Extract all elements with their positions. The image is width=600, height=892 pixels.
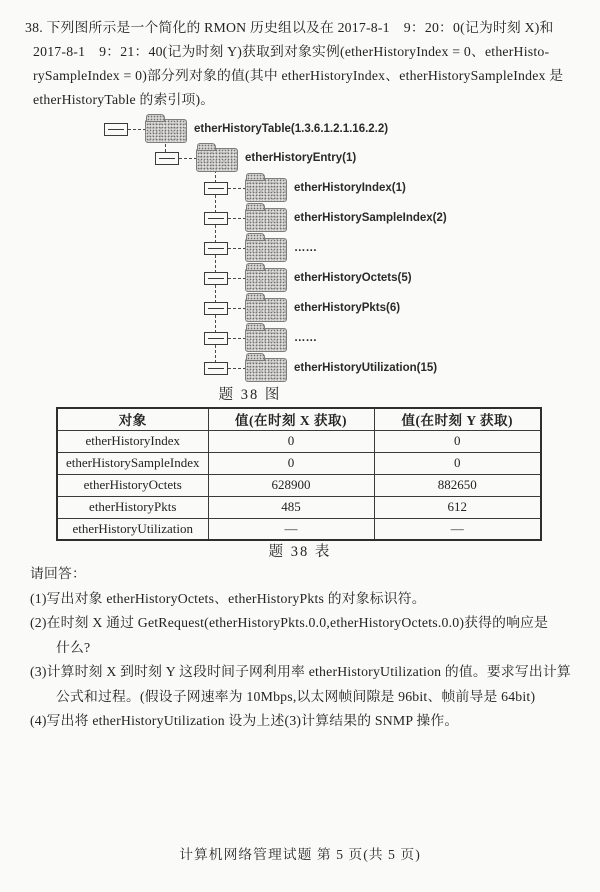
question-intro (25, 16, 585, 112)
col-header-object: 对象 (57, 408, 208, 430)
folder-icon (146, 120, 186, 142)
node-box-icon (155, 152, 179, 165)
question-3-cont: 公式和过程。(假设子网速率为 10Mbps,以太网帧间隙是 96bit、帧前导是 64bit) (56, 688, 536, 704)
dash-connector (228, 218, 246, 219)
node-label: etherHistoryTable(1.3.6.1.2.1.16.2.2) (194, 123, 389, 135)
tree-node-sampleindex (204, 204, 447, 232)
folder-icon (246, 299, 286, 321)
cell-value-x: 485 (208, 496, 374, 518)
node-label: …… (294, 242, 317, 254)
node-box-icon (204, 362, 228, 375)
cell-object: etherHistorySampleIndex (57, 452, 208, 474)
node-label: etherHistoryPkts(6) (294, 302, 401, 314)
dash-connector (228, 248, 246, 249)
table-caption: 题 38 表 (268, 544, 332, 560)
table-row (57, 474, 541, 496)
intro-line: 2017-8-1 9：21：40(记为时刻 Y)获取到对象实例(etherHistoryIndex = 0、etherHisto- (33, 44, 550, 59)
values-table (56, 407, 540, 541)
tree-node-entry (155, 144, 356, 172)
values-table-grid (56, 407, 542, 541)
question-3: (3)计算时刻 X 到时刻 Y 这段时间子网利用率 etherHistoryUtilization 的值。要求写出计算 (30, 664, 571, 679)
cell-value-y: 0 (374, 452, 541, 474)
tree-node-index (204, 174, 406, 202)
sub-questions (30, 562, 585, 734)
cell-value-x: 0 (208, 452, 374, 474)
node-box-icon (204, 182, 228, 195)
tree-node-table (104, 115, 388, 143)
node-box-icon (204, 332, 228, 345)
cell-object: etherHistoryIndex (57, 430, 208, 452)
cell-value-y: 0 (374, 430, 541, 452)
dash-connector (228, 368, 246, 369)
cell-value-x: — (208, 518, 374, 540)
node-label: etherHistoryOctets(5) (294, 272, 412, 284)
intro-line: etherHistoryTable 的索引项)。 (33, 92, 215, 107)
cell-value-y: 882650 (374, 474, 541, 496)
dash-connector (179, 158, 197, 159)
node-label: etherHistoryEntry(1) (245, 152, 357, 164)
col-header-value-y: 值(在时刻 Y 获取) (374, 408, 541, 430)
tree-node-ellipsis (204, 234, 317, 262)
tree-node-octets (204, 264, 412, 292)
folder-icon (246, 209, 286, 231)
dash-connector (228, 338, 246, 339)
question-4: (4)写出将 etherHistoryUtilization 设为上述(3)计算结果的 SNMP 操作。 (30, 713, 459, 728)
node-box-icon (204, 272, 228, 285)
cell-value-x: 0 (208, 430, 374, 452)
node-box-icon (104, 123, 128, 136)
table-row (57, 430, 541, 452)
cell-object: etherHistoryPkts (57, 496, 208, 518)
node-label: etherHistoryUtilization(15) (294, 362, 438, 374)
cell-value-y: 612 (374, 496, 541, 518)
folder-icon (197, 149, 237, 171)
folder-icon (246, 329, 286, 351)
col-header-value-x: 值(在时刻 X 获取) (208, 408, 374, 430)
dash-connector (228, 308, 246, 309)
node-label: …… (294, 332, 317, 344)
node-box-icon (204, 302, 228, 315)
folder-icon (246, 179, 286, 201)
cell-value-x: 628900 (208, 474, 374, 496)
question-2: (2)在时刻 X 通过 GetRequest(etherHistoryPkts.0.0,etherHistoryOctets.0.0)获得的响应是 (30, 615, 549, 630)
tree-node-ellipsis (204, 324, 317, 352)
node-label: etherHistorySampleIndex(2) (294, 212, 447, 224)
intro-line: 38. 下列图所示是一个简化的 RMON 历史组以及在 2017-8-1 9：20：0(记为时刻 X)和 (25, 20, 554, 35)
dash-connector (228, 188, 246, 189)
intro-line: rySampleIndex = 0)部分列对象的值(其中 etherHistoryIndex、etherHistorySampleIndex 是 (33, 68, 564, 83)
figure-caption: 题 38 图 (218, 387, 282, 403)
question-2-cont: 什么? (56, 639, 91, 655)
table-header-row (57, 408, 541, 430)
folder-icon (246, 239, 286, 261)
node-box-icon (204, 242, 228, 255)
table-row (57, 452, 541, 474)
node-box-icon (204, 212, 228, 225)
folder-icon (246, 359, 286, 381)
table-row (57, 496, 541, 518)
page-footer: 计算机网络管理试题 第 5 页(共 5 页) (179, 847, 421, 862)
tree-node-utilization (204, 354, 437, 382)
tree-node-pkts (204, 294, 400, 322)
question-1: (1)写出对象 etherHistoryOctets、etherHistoryPkts 的对象标识符。 (30, 590, 426, 606)
dash-connector (228, 278, 246, 279)
cell-object: etherHistoryUtilization (57, 518, 208, 540)
table-row (57, 518, 541, 540)
folder-icon (246, 269, 286, 291)
answer-prompt: 请回答： (30, 566, 86, 581)
node-label: etherHistoryIndex(1) (294, 182, 406, 194)
dash-connector (128, 129, 146, 130)
cell-value-y: — (374, 518, 541, 540)
cell-object: etherHistoryOctets (57, 474, 208, 496)
